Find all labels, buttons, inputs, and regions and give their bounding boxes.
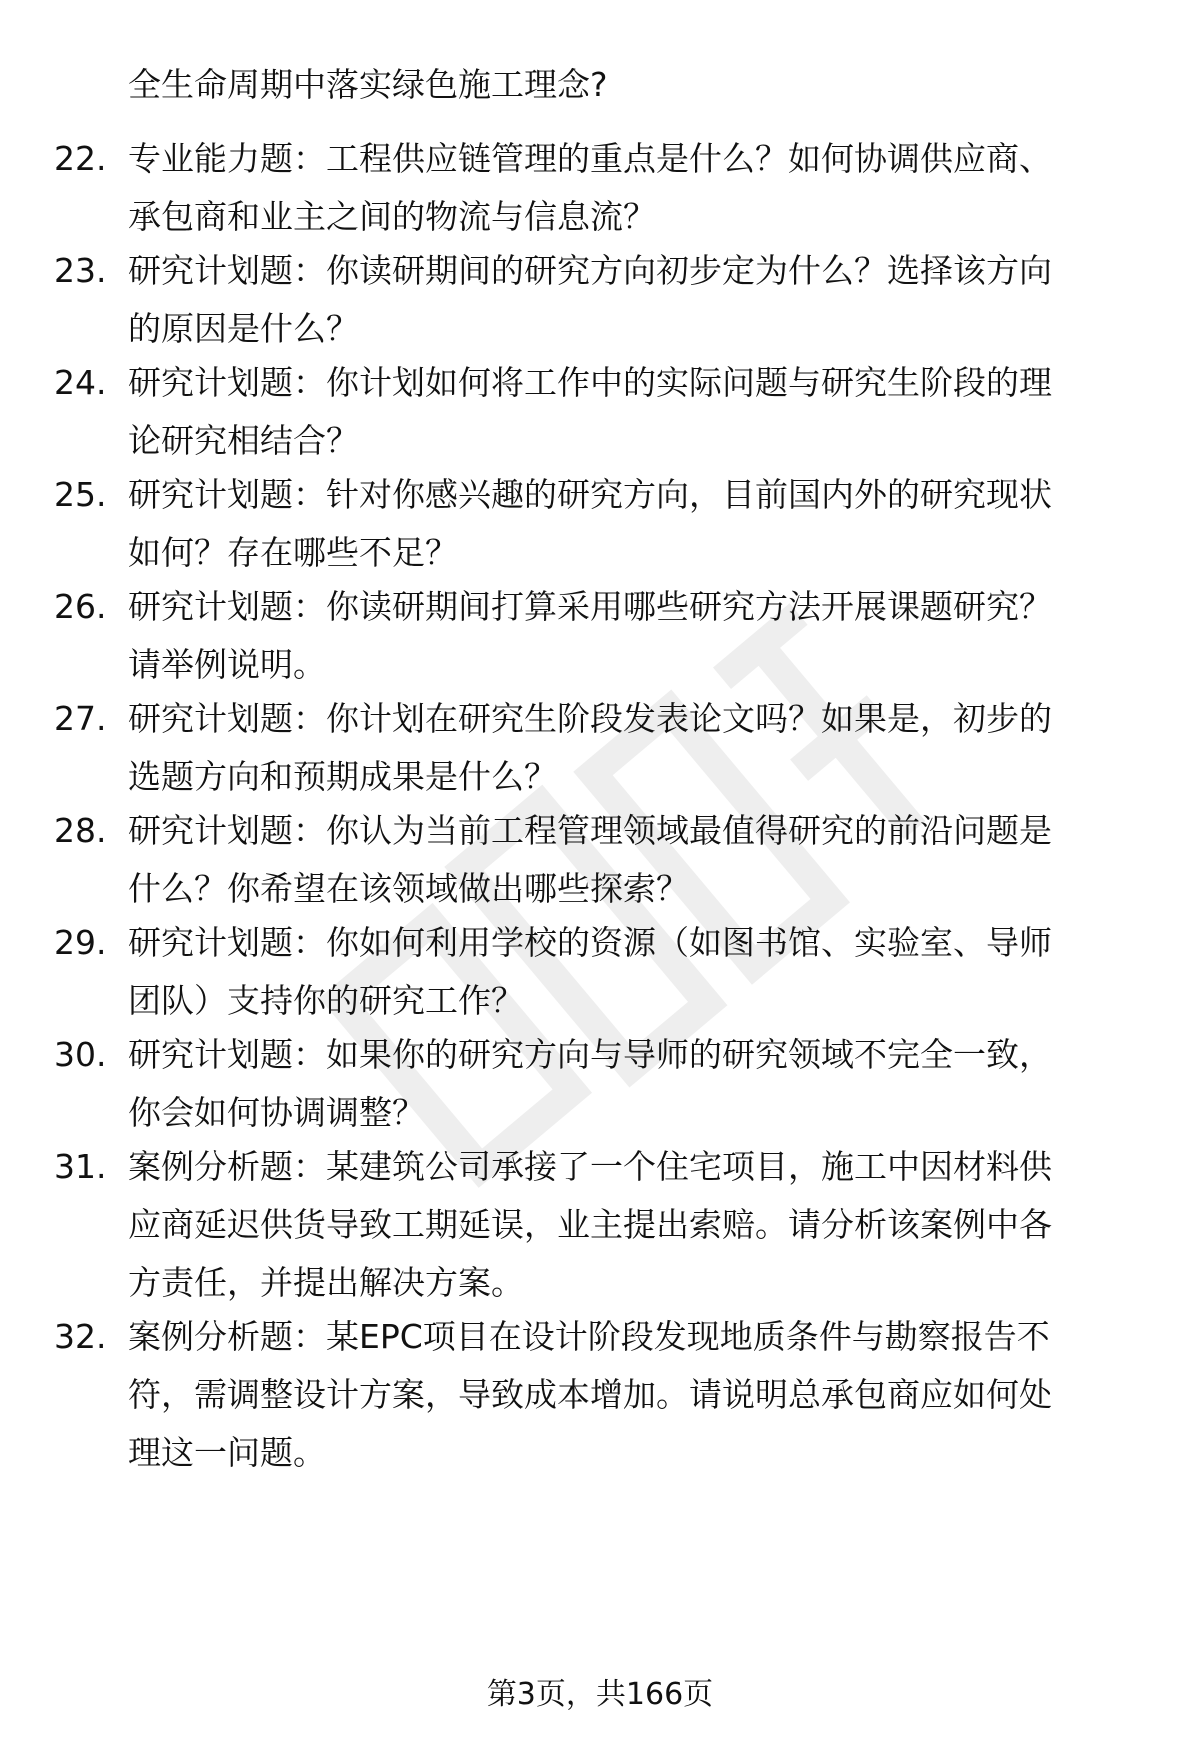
question-text: 案例分析题：某建筑公司承接了一个住宅项目，施工中因材料供 应商延迟供货导致工期延误，业主提出索赔。请分析该案例中各 方责任，并提出解决方案。 [128, 1147, 1052, 1302]
page-indicator: 第3页，共166页 [486, 1677, 714, 1712]
question-text: 研究计划题：你读研期间打算采用哪些研究方法开展课题研究？ 请举例说明。 [128, 587, 1052, 684]
question-number: 25. [54, 475, 107, 514]
question-number: 26. [54, 587, 107, 626]
question-number: 24. [54, 363, 107, 402]
question-number: 29. [54, 923, 107, 962]
continuation-line: 全生命周期中落实绿色施工理念? [128, 65, 608, 104]
question-number: 31. [54, 1147, 107, 1186]
question-number: 30. [54, 1035, 107, 1074]
question-text: 研究计划题：你如何利用学校的资源（如图书馆、实验室、导师 团队）支持你的研究工作？ [128, 923, 1052, 1020]
question-text: 研究计划题：你读研期间的研究方向初步定为什么？选择该方向 的原因是什么？ [128, 251, 1052, 348]
question-number: 32. [54, 1317, 107, 1356]
question-text: 研究计划题：你认为当前工程管理领域最值得研究的前沿问题是 什么？你希望在该领域做出哪些探索？ [128, 811, 1052, 908]
question-text: 研究计划题：你计划如何将工作中的实际问题与研究生阶段的理 论研究相结合？ [128, 363, 1052, 460]
question-text: 研究计划题：你计划在研究生阶段发表论文吗？如果是，初步的 选题方向和预期成果是什么？ [128, 699, 1052, 796]
question-text: 专业能力题：工程供应链管理的重点是什么？如何协调供应商、 承包商和业主之间的物流与信息流？ [128, 139, 1052, 236]
question-text: 研究计划题：针对你感兴趣的研究方向，目前国内外的研究现状 如何？存在哪些不足？ [128, 475, 1052, 572]
question-number: 22. [54, 139, 107, 178]
question-text: 案例分析题：某EPC项目在设计阶段发现地质条件与勘察报告不 符，需调整设计方案，导致成本增加。请说明总承包商应如何处 理这一问题。 [128, 1317, 1052, 1472]
question-number: 23. [54, 251, 107, 290]
question-number: 28. [54, 811, 107, 850]
question-text: 研究计划题：如果你的研究方向与导师的研究领域不完全一致， 你会如何协调调整？ [128, 1035, 1052, 1132]
question-number: 27. [54, 699, 107, 738]
